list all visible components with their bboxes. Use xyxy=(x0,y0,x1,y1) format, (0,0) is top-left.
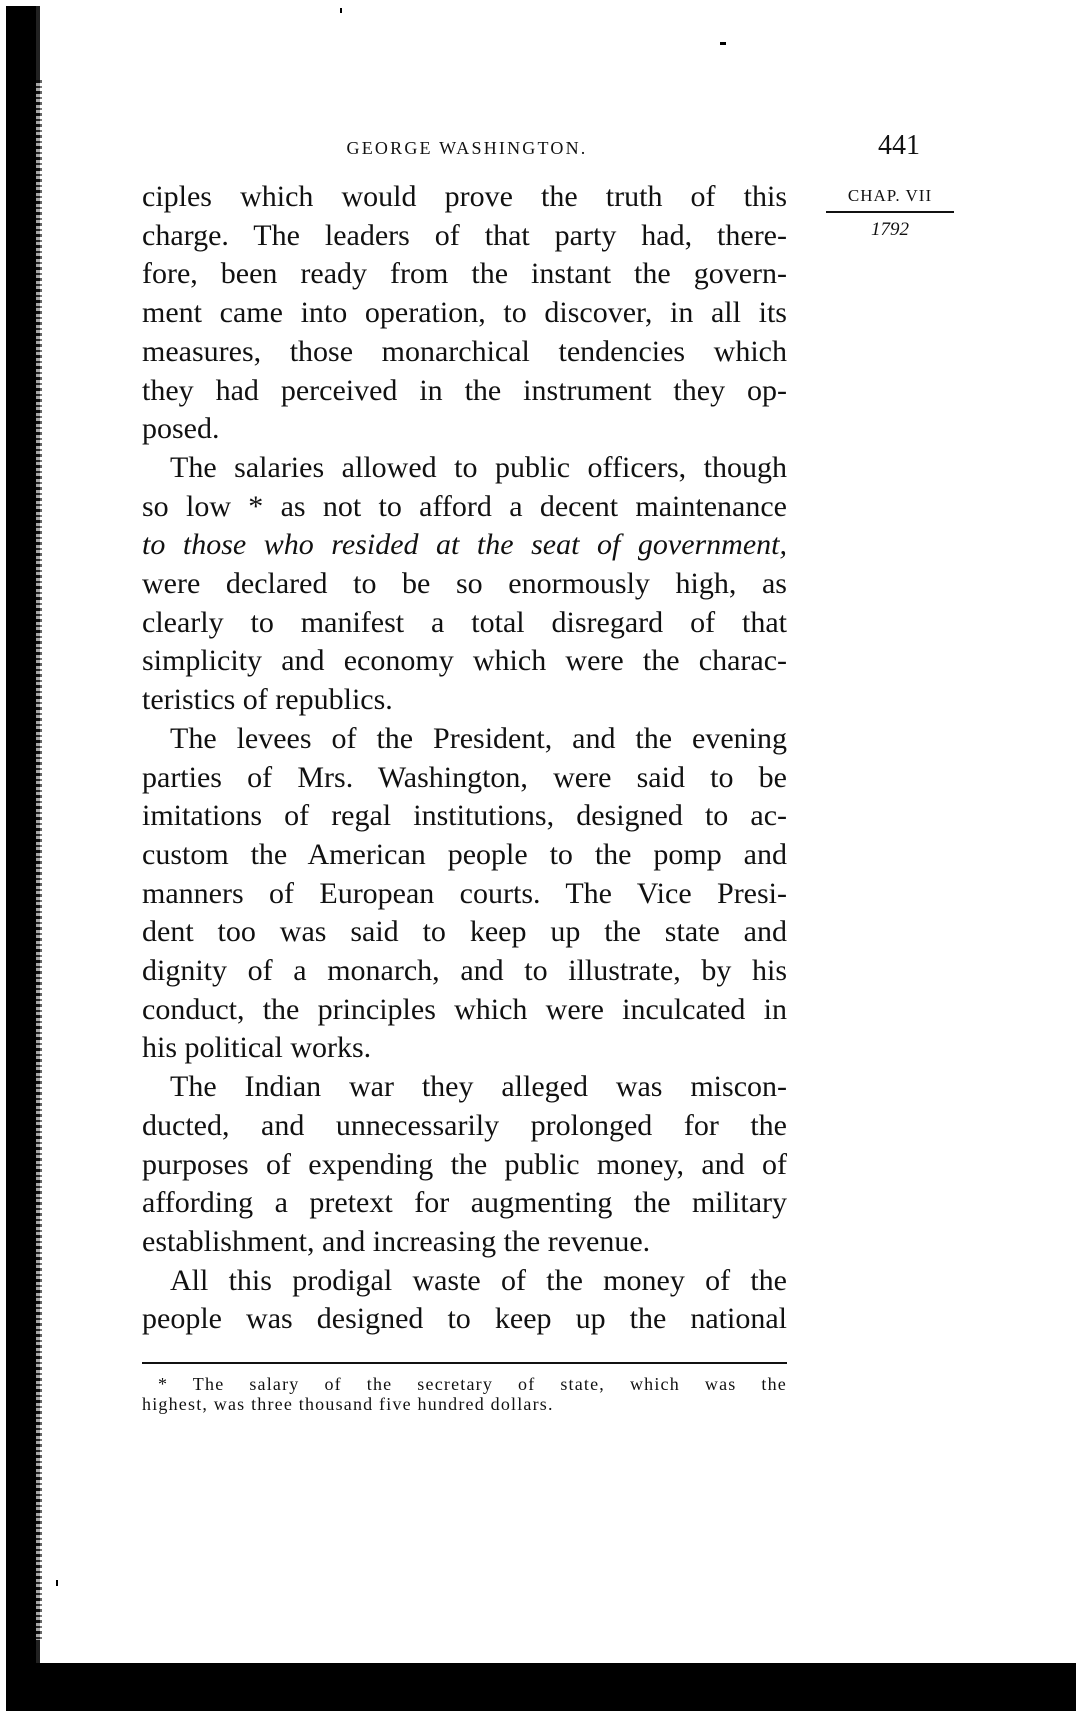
text-line: his political works. xyxy=(142,1031,372,1065)
footnote-line: * The salary of the secretary of state, which was the xyxy=(158,1374,787,1394)
text-line: affording a pretext for augmenting the military xyxy=(142,1186,787,1220)
text-line: dent too was said to keep up the state and xyxy=(142,915,787,949)
footnote-line: highest, was three thousand five hundred dollars. xyxy=(142,1394,554,1414)
text-line: All this prodigal waste of the money of the xyxy=(170,1263,787,1297)
text-line: charge. The leaders of that party had, there- xyxy=(142,218,787,252)
paragraph xyxy=(142,449,787,720)
text-line: clearly to manifest a total disregard of that xyxy=(142,605,787,639)
paragraph xyxy=(142,1262,787,1339)
text-line: to those who resided at the seat of government, xyxy=(142,528,787,562)
text-line: measures, those monarchical tendencies which xyxy=(142,334,787,368)
margin-note xyxy=(826,186,954,241)
text-line: people was designed to keep up the national xyxy=(142,1302,787,1336)
text-line: custom the American people to the pomp and xyxy=(142,837,787,871)
footnote-rule xyxy=(142,1362,787,1364)
text-line: they had perceived in the instrument they op- xyxy=(142,373,787,407)
text-line: manners of European courts. The Vice Presi- xyxy=(142,876,787,910)
scan-bottom-border xyxy=(6,1663,1076,1711)
scan-speck xyxy=(340,8,342,13)
scan-speck xyxy=(720,42,726,45)
text-line: ciples which would prove the truth of this xyxy=(142,180,787,213)
footnote xyxy=(142,1374,787,1414)
scan-speck xyxy=(56,1580,58,1586)
book-binding-edge xyxy=(6,6,40,1706)
text-line: so low * as not to afford a decent maintenance xyxy=(142,489,787,523)
text-line: ment came into operation, to discover, in all its xyxy=(142,296,787,330)
text-line: simplicity and economy which were the charac- xyxy=(142,644,787,678)
margin-rule xyxy=(826,211,954,213)
text-line: posed. xyxy=(142,412,220,446)
paragraph xyxy=(142,1068,787,1262)
text-line: fore, been ready from the instant the govern- xyxy=(142,257,787,291)
text-line: purposes of expending the public money, and of xyxy=(142,1147,787,1181)
text-line: The levees of the President, and the evening xyxy=(170,721,787,755)
text-line: imitations of regal institutions, designed to ac- xyxy=(142,799,787,833)
text-line: parties of Mrs. Washington, were said to be xyxy=(142,760,787,794)
page-number: 441 xyxy=(878,130,920,161)
text-line: ducted, and unnecessarily prolonged for the xyxy=(142,1108,787,1142)
paragraph xyxy=(142,720,787,1068)
text-line: establishment, and increasing the revenue. xyxy=(142,1224,651,1258)
body-text xyxy=(142,178,787,1339)
running-head: GEORGE WASHINGTON. xyxy=(346,138,588,158)
text-line: conduct, the principles which were inculcated in xyxy=(142,992,787,1026)
text-line: teristics of republics. xyxy=(142,683,393,717)
year-label: 1792 xyxy=(871,219,909,240)
binding-texture xyxy=(36,80,42,1640)
text-line: dignity of a monarch, and to illustrate, by his xyxy=(142,954,787,988)
chapter-label: CHAP. VII xyxy=(847,186,933,205)
text-line: The salaries allowed to public officers, though xyxy=(170,450,787,484)
text-line: were declared to be so enormously high, as xyxy=(142,567,787,601)
text-line: The Indian war they alleged was miscon- xyxy=(170,1070,787,1104)
paragraph xyxy=(142,178,787,449)
